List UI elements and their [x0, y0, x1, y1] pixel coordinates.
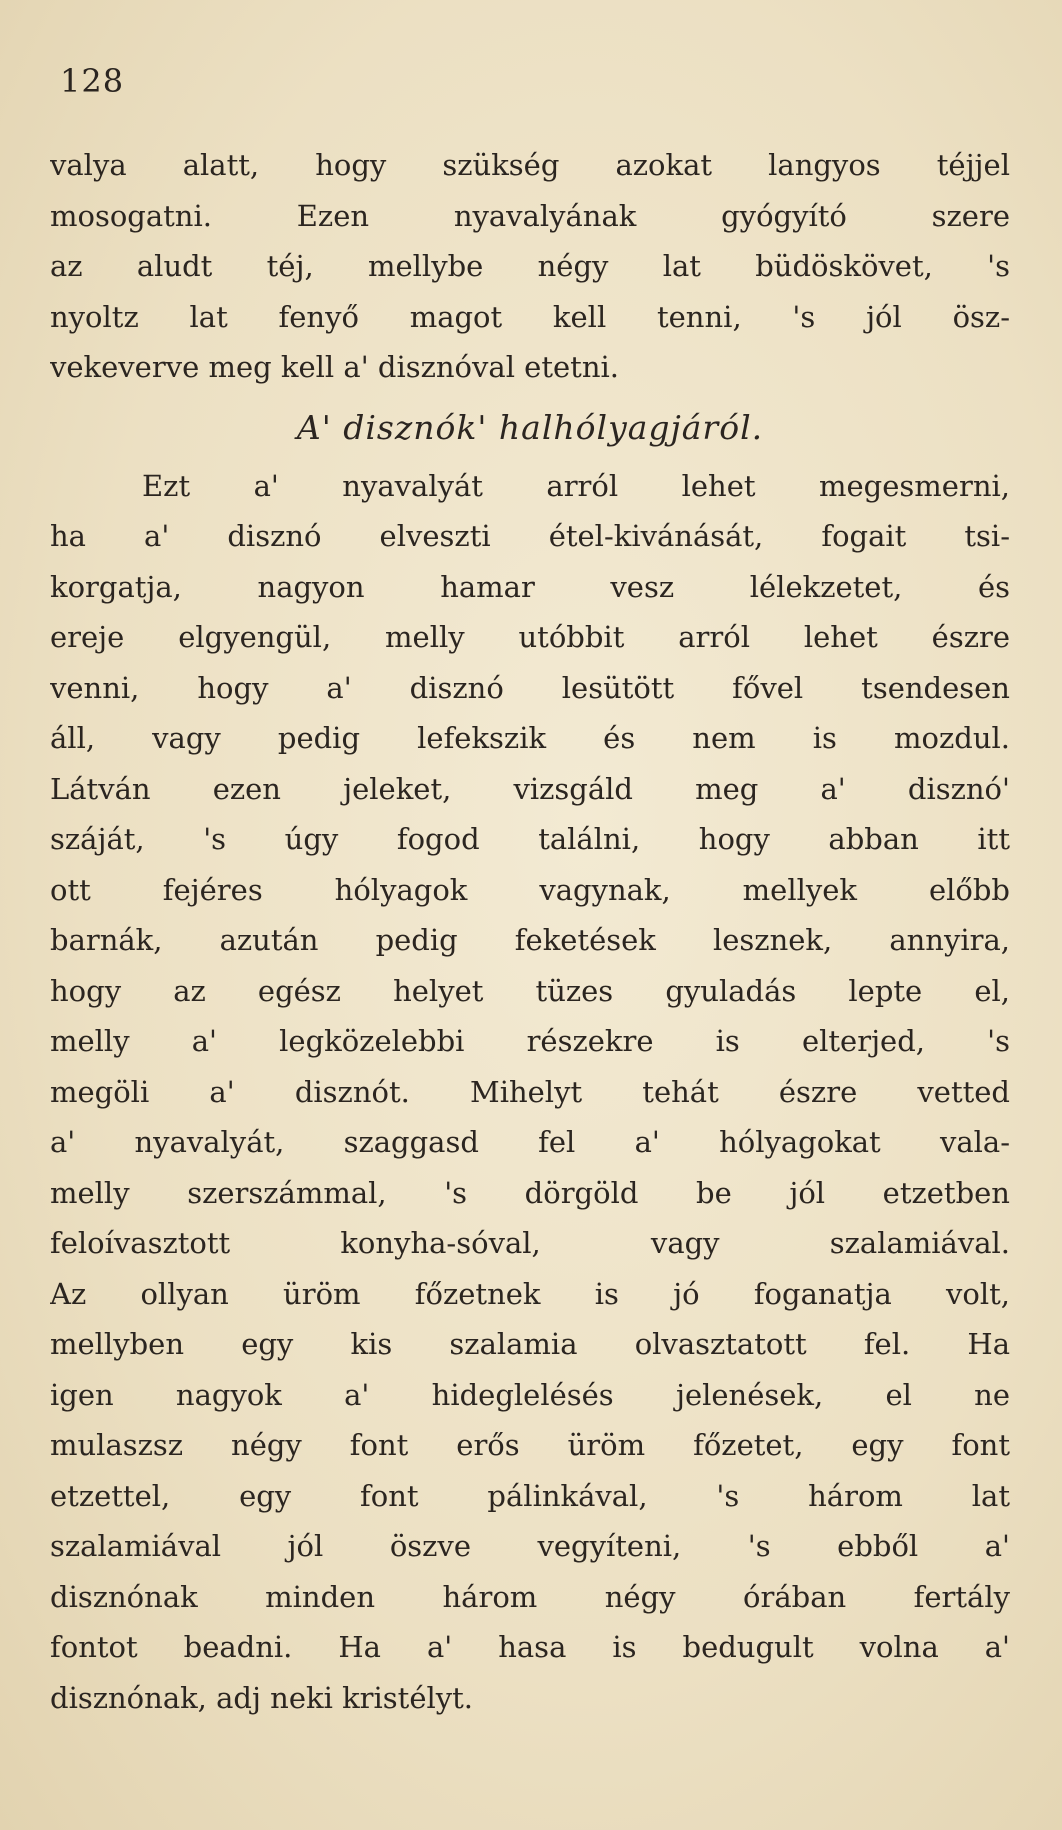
- text-line: szalamiával jól öszve vegyíteni, 's ebből a': [50, 1529, 1010, 1563]
- text-line: mosogatni. Ezen nyavalyának gyógyító szere: [50, 198, 1010, 233]
- page-number: 128: [60, 62, 125, 100]
- text-line: nyoltz lat fenyő magot kell tenni, 's jól ösz-: [50, 299, 1010, 334]
- text-line: feloívasztott konyha-sóval, vagy szalamiával.: [50, 1226, 1010, 1260]
- text-line: áll, vagy pedig lefekszik és nem is mozdul.: [50, 721, 1010, 755]
- text-line: venni, hogy a' disznó lesütött fővel tsendesen: [50, 670, 1010, 705]
- text-line: mulaszsz négy font erős üröm főzetet, egy font: [50, 1428, 1010, 1462]
- text-line: Látván ezen jeleket, vizsgáld meg a' disznó': [50, 771, 1010, 806]
- text-line: száját, 's úgy fogod találni, hogy abban itt: [50, 822, 1010, 856]
- paragraph-1: [50, 140, 1010, 393]
- text-line: korgatja, nagyon hamar vesz lélekzetet, és: [50, 569, 1010, 604]
- text-line: ott fejéres hólyagok vagynak, mellyek előbb: [50, 872, 1010, 907]
- text-line: disznónak, adj neki kristélyt.: [50, 1680, 474, 1715]
- text-line: valya alatt, hogy szükség azokat langyos téjjel: [50, 148, 1010, 182]
- text-line: etzettel, egy font pálinkával, 's három lat: [50, 1478, 1010, 1513]
- text-line: disznónak minden három négy órában fertály: [50, 1579, 1010, 1614]
- text-line: igen nagyok a' hideglelésés jelenések, el ne: [50, 1377, 1010, 1412]
- text-block: [50, 140, 1010, 1723]
- text-line: az aludt téj, mellybe négy lat büdöskövet, 's: [50, 249, 1010, 283]
- text-line: barnák, azután pedig feketések lesznek, annyira,: [50, 923, 1010, 957]
- text-line: vekeverve meg kell a' disznóval etetni.: [50, 350, 619, 384]
- text-line: melly szerszámmal, 's dörgöld be jól etzetben: [50, 1175, 1010, 1210]
- text-line: mellyben egy kis szalamia olvasztatott fel. Ha: [50, 1327, 1010, 1361]
- section-heading: A' disznók' halhólyagjáról.: [296, 407, 764, 447]
- text-line: a' nyavalyát, szaggasd fel a' hólyagokat vala-: [50, 1125, 1010, 1159]
- text-line: hogy az egész helyet tüzes gyuladás lepte el,: [50, 973, 1010, 1008]
- text-line: Az ollyan üröm főzetnek is jó foganatja volt,: [50, 1276, 1010, 1311]
- text-line: Ezt a' nyavalyát arról lehet megesmerni,: [142, 468, 1010, 503]
- text-line: fontot beadni. Ha a' hasa is bedugult volna a': [50, 1630, 1010, 1664]
- text-line: melly a' legközelebbi részekre is elterjed, 's: [50, 1024, 1010, 1058]
- text-line: ha a' disznó elveszti étel-kivánását, fogait tsi-: [50, 519, 1010, 553]
- text-line: megöli a' disznót. Mihelyt tehát észre vetted: [50, 1074, 1010, 1109]
- paragraph-2: [50, 461, 1010, 1724]
- text-line: ereje elgyengül, melly utóbbit arról lehet észre: [50, 620, 1010, 654]
